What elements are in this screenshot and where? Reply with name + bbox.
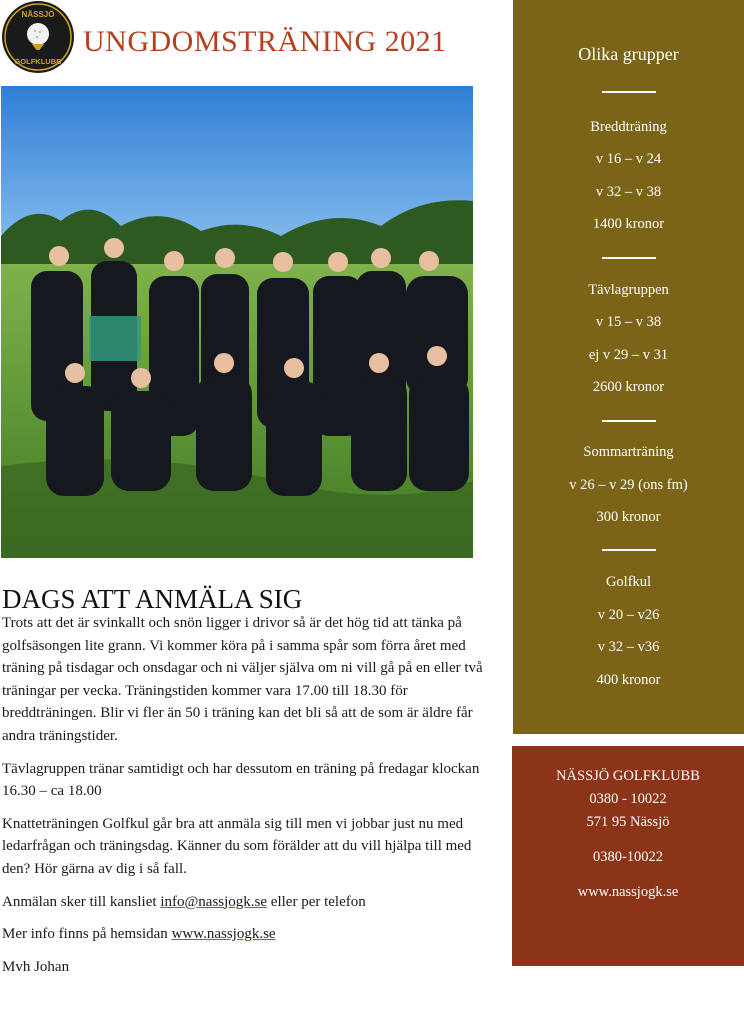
group-price: 2600 kronor — [592, 379, 665, 395]
contact-box — [512, 746, 744, 966]
groups-sidebar — [513, 0, 744, 734]
svg-text:GOLFKLUBB: GOLFKLUBB — [14, 57, 62, 66]
phone: 0380 - 10022 — [589, 791, 667, 807]
group-detail: v 32 – v 38 — [595, 184, 662, 200]
group-price: 1400 kronor — [592, 216, 665, 232]
paragraph-signup — [2, 891, 487, 914]
divider — [602, 91, 656, 93]
club-logo — [1, 0, 75, 74]
svg-text:NÄSSJÖ: NÄSSJÖ — [21, 10, 55, 19]
club-name: NÄSSJÖ GOLFKLUBB — [556, 768, 700, 784]
phone-alt: 0380-10022 — [592, 849, 664, 865]
team-photo — [1, 86, 473, 558]
page-title: UNGDOMSTRÄNING 2021 — [83, 25, 447, 58]
group-name: Golfkul — [605, 574, 652, 590]
website-link[interactable]: www.nassjogk.se — [171, 926, 276, 943]
email-link[interactable]: info@nassjogk.se — [160, 893, 268, 910]
group-detail: v 16 – v 24 — [595, 151, 662, 167]
group-detail: v 15 – v 38 — [595, 314, 662, 330]
article-body — [2, 612, 487, 988]
more-info-text: Mer info finns på hemsidan — [2, 926, 172, 943]
article-heading: DAGS ATT ANMÄLA SIG — [2, 584, 303, 614]
group-detail: v 20 – v26 — [597, 607, 660, 623]
divider — [602, 420, 656, 422]
group-name: Breddträning — [590, 119, 667, 135]
group-name: Sommarträning — [583, 444, 674, 460]
group-name: Tävlagruppen — [588, 282, 669, 298]
group-price: 300 kronor — [596, 509, 661, 525]
signup-text-suffix: eller per telefon — [267, 893, 366, 910]
group-price: 400 kronor — [596, 672, 661, 688]
group-detail: ej v 29 – v 31 — [588, 347, 669, 363]
sidebar-heading: Olika grupper — [578, 44, 679, 64]
paragraph-more-info — [2, 923, 487, 946]
paragraph-tavlagrupp: Tävlagruppen tränar samtidigt och har dessutom en träning på fredagar klockan 16.30 – ca 18.00 — [2, 760, 480, 800]
divider — [602, 549, 656, 551]
group-detail: v 26 – v 29 (ons fm) — [569, 477, 688, 493]
website[interactable]: www.nassjogk.se — [577, 884, 679, 900]
group-detail: v 32 – v36 — [597, 639, 660, 655]
signoff: Mvh Johan — [2, 958, 70, 975]
signup-text: Anmälan sker till kansliet — [2, 893, 161, 910]
divider — [602, 257, 656, 259]
paragraph-intro: Trots att det är svinkallt och snön ligger i drivor så är det hög tid att tänka på golfsäsongen lite grann. Vi kommer köra på i samma spår som förra året med träning på tisdagar och onsdagar och ni väljer själva om ni vill gå på en eller två träningar per vecka. Träningstiden kommer vara 17.00 till 18.30 för breddträningen. Blir vi fler än 50 i träning kan det bli så att de som är äldre får andra träningstider. — [2, 615, 483, 744]
address: 571 95 Nässjö — [586, 814, 670, 830]
paragraph-golfkul: Knatteträningen Golfkul går bra att anmäla sig till men vi jobbar just nu med ledarfrågan och träningsdag. Känner du som förälder att du vill hjälpa till med den? Hör gärna av dig i så fall. — [2, 815, 472, 877]
